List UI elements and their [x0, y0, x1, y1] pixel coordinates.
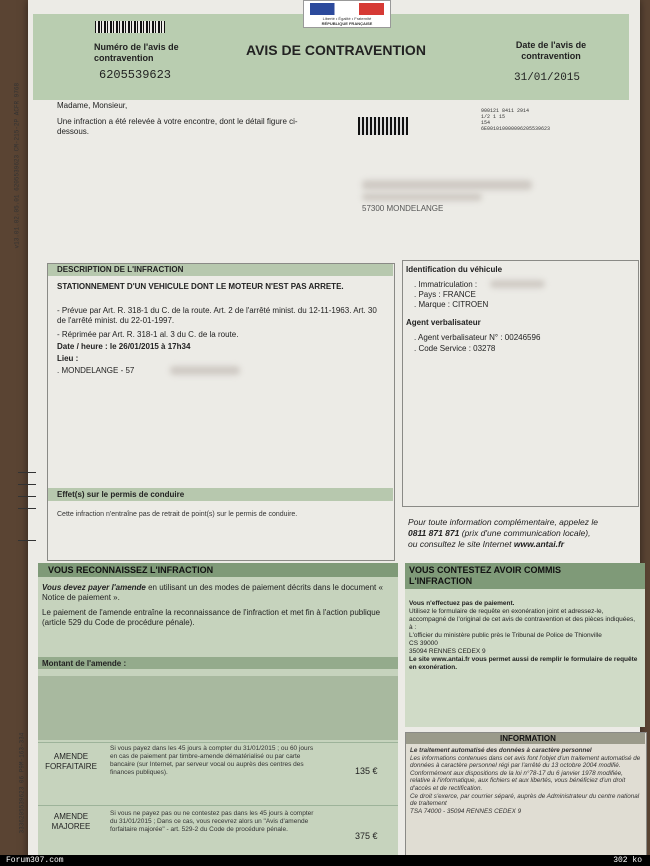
barcode [95, 21, 165, 33]
fold-mark [18, 496, 36, 497]
lieu-value: . MONDELANGE - 57 [57, 366, 135, 375]
redacted-name [362, 180, 532, 190]
code-line: 1/2 1 15 [481, 114, 506, 120]
information-text [410, 747, 642, 815]
agent-header: Agent verbalisateur [406, 318, 481, 327]
image-footer [0, 855, 650, 866]
marianne-logo [303, 0, 391, 28]
montant-label: Montant de l'amende : [42, 659, 127, 668]
info-phone: 0811 871 871 [408, 528, 460, 538]
contest-line: CS 39000 [409, 640, 438, 647]
fold-mark [18, 508, 36, 509]
fold-mark [18, 540, 36, 541]
code-line: 6E001010000096205539623 [481, 126, 551, 132]
contest-line: Le site www.antai.fr vous permet aussi de remplir le formulaire de requête en exonération. [409, 656, 638, 671]
vehicle-header: Identification du véhicule [406, 265, 503, 274]
infraction-date: Date / heure : le 26/01/2015 à 17h34 [57, 342, 191, 351]
contest-header: VOUS CONTESTEZ AVOIR COMMIS L'INFRACTION [409, 565, 562, 586]
recognize-pay [42, 583, 392, 603]
information-header: INFORMATION [500, 734, 556, 743]
recognize-effect: Le paiement de l'amende entraîne la reconnaissance de l'infraction et met fin à l'action publique (article 529 du Code de procédure pénale). [42, 608, 381, 627]
greeting: Madame, Monsieur, [57, 101, 128, 110]
row2-label: AMENDE MAJOREE [51, 812, 91, 831]
pay-emphasis: Vous devez payer l'amende [42, 583, 146, 592]
row-divider [38, 805, 398, 806]
margin-code-bottom: 3336205539623 06 P9M-163-334 [18, 732, 26, 834]
permis-text: Cette infraction n'entraîne pas de retrait de point(s) sur le permis de conduire. [57, 511, 298, 518]
logo-motto: Liberté • Égalité • Fraternité [322, 16, 372, 21]
contest-line: Utilisez le formulaire de requête en exonération joint et adressez-le, accompagné de l'original de cet avis de contravention et des pièces indiquées, à : [409, 608, 635, 631]
address-city: 57300 MONDELANGE [362, 204, 444, 213]
row1-text: Si vous payez dans les 45 jours à compter du 31/01/2015 ; ou 60 jours en cas de paiement par timbre-amende dématérialisé ou par carte bancaire (sur Internet, par serveur vocal ou auprès des centres des finances publiques). [110, 745, 314, 776]
notice-number: 6205539623 [99, 68, 172, 82]
infraction-prevue: - Prévue par Art. R. 318-1 du C. de la route. Art. 2 de l'arrêté minist. du 12-11-1963. Art. 30 de l'arrêté minist. du 22-01-1997. [57, 306, 377, 325]
redacted-lieu [170, 366, 240, 375]
info-line: (prix d'une communication locale), [461, 528, 591, 538]
contest-line: 35094 RENNES CEDEX 9 [409, 648, 486, 655]
margin-code-top: v13.01.02.05.01 6205539623 CM-215-2P ACFR 9768 [13, 82, 21, 249]
recognize-header: VOUS RECONNAISSEZ L'INFRACTION [48, 565, 214, 575]
vehicle-country: . Pays : FRANCE [414, 290, 476, 299]
datamatrix-code [358, 117, 408, 135]
row-divider [38, 742, 398, 743]
redacted-street [362, 193, 482, 201]
redacted-plate [490, 280, 545, 288]
intro-text: Une infraction a été relevée à votre encontre, dont le détail figure ci-dessous. [57, 117, 298, 136]
agent-number: . Agent verbalisateur N° : 00246596 [414, 333, 541, 342]
contest-text [409, 600, 639, 672]
information-line: Ce droit s'exerce, par courrier séparé, auprès de Administrateur du centre national de traitement [410, 792, 640, 808]
vehicle-brand: . Marque : CITROEN [414, 300, 489, 309]
information-line: TSA 74000 - 35094 RENNES CEDEX 9 [410, 807, 522, 815]
description-header: DESCRIPTION DE L'INFRACTION [57, 265, 184, 274]
notice-date-label: Date de l'avis de contravention [515, 40, 587, 61]
code-line: 900121 8411 2914 [481, 108, 530, 114]
row1-label: AMENDE FORFAITAIRE [45, 752, 97, 771]
notice-number-label: Numéro de l'avis de contravention [94, 42, 179, 63]
contest-line: L'officier du ministère public près le Tribunal de Police de Thionville [409, 632, 602, 639]
page-title: AVIS DE CONTRAVENTION [246, 42, 426, 58]
montant-empty-area [38, 676, 398, 740]
code-line: 154 [481, 120, 491, 126]
pay-rest: en utilisant un des modes de paiement décrits dans le document « Notice de paiement ». [42, 583, 383, 602]
contest-line: Vous n'effectuez pas de paiement. [409, 600, 515, 607]
info-contact [408, 517, 638, 550]
row2-amount: 375 € [355, 831, 378, 841]
infraction-title: STATIONNEMENT D'UN VEHICULE DONT LE MOTEUR N'EST PAS ARRETE. [57, 282, 344, 291]
vehicle-immat: . Immatriculation : [414, 280, 478, 289]
notice-date: 31/01/2015 [514, 72, 581, 84]
fold-mark [18, 472, 36, 473]
info-site-link[interactable]: www.antai.fr [513, 539, 565, 549]
info-line: Pour toute information complémentaire, appelez le [408, 517, 598, 527]
row1-amount: 135 € [355, 766, 378, 776]
flag-icon [310, 3, 384, 15]
information-body: Les informations contenues dans cet avis font l'objet d'un traitement automatisé de données à caractère personnel régi par l'arrêté du 13 octobre 2004 modifié. Conformément aux dispositions de la loi n°78-17 du 6 janvier 1978 modifiée, relative à l'informatique, aux fichiers et aux libertés, vous bénéficiez d'un droit d'accès et de rectification. [410, 754, 641, 792]
info-line: ou consultez le site Internet [408, 539, 512, 549]
footer-size: 302 ko [613, 856, 642, 865]
information-title: Le traitement automatisé des données à caractère personnel [410, 747, 592, 754]
fold-mark [18, 484, 36, 485]
logo-republique: RÉPUBLIQUE FRANÇAISE [321, 21, 373, 26]
lieu-label: Lieu : [57, 354, 79, 363]
footer-watermark: Forum307.com [6, 856, 64, 865]
infraction-reprimee: - Réprimée par Art. R. 318-1 al. 3 du C. de la route. [57, 330, 239, 339]
row2-text: Si vous ne payez pas ou ne contestez pas dans les 45 jours à compter du 31/01/2015 ; Dans ce cas, vous recevrez alors un "Avis d'amende forfaitaire majorée" - art. 529-2 du Code de procédure pénale. [110, 810, 314, 833]
agent-service: . Code Service : 03278 [414, 344, 496, 353]
permis-header: Effet(s) sur le permis de conduire [57, 490, 185, 499]
reference-codes [481, 108, 550, 132]
